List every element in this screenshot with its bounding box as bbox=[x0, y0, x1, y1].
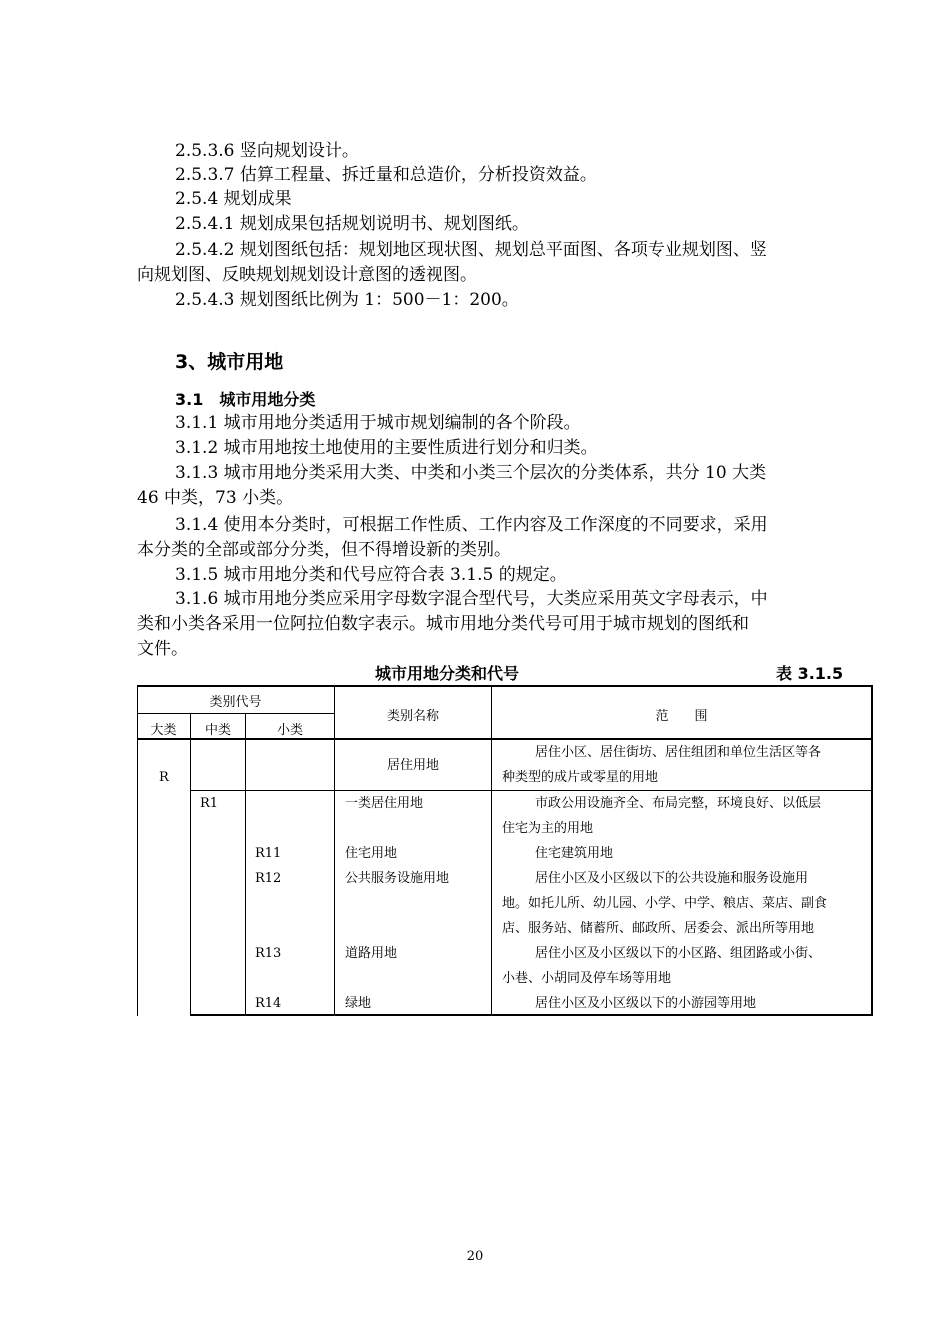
cell-r11-scope: 住宅建筑用地 bbox=[535, 846, 614, 861]
paragraph-2-5-4-3: 2.5.4.3 规划图纸比例为 1：500－1：200。 bbox=[175, 290, 519, 310]
table-caption: 城市用地分类和代号 bbox=[375, 664, 520, 683]
header-name: 类别名称 bbox=[386, 709, 439, 724]
col-line-name bbox=[334, 685, 335, 1016]
paragraph-2-5-3-6: 2.5.3.6 竖向规划设计。 bbox=[175, 141, 359, 161]
header-code: 类别代号 bbox=[209, 695, 262, 710]
cell-r-scope-2: 种类型的成片或零星的用地 bbox=[502, 770, 659, 785]
cell-r-major: R bbox=[159, 770, 169, 785]
col-line-medium bbox=[190, 713, 191, 1016]
cell-r13-minor: R13 bbox=[255, 946, 282, 961]
cell-r1-scope-2: 住宅为主的用地 bbox=[502, 821, 594, 836]
cell-r-scope-1: 居住小区、居住街坊、居住组团和单位生活区等各 bbox=[535, 745, 822, 760]
paragraph-3-1-6-cont2: 文件。 bbox=[137, 639, 188, 659]
paragraph-2-5-4-2: 2.5.4.2 规划图纸包括：规划地区现状图、规划总平面图、各项专业规划图、竖 bbox=[175, 240, 767, 260]
cell-r1-scope-1: 市政公用设施齐全、布局完整，环境良好、以低层 bbox=[535, 796, 822, 811]
paragraph-3-1-5: 3.1.5 城市用地分类和代号应符合表 3.1.5 的规定。 bbox=[175, 565, 567, 585]
subsection-title: 3.1 城市用地分类 bbox=[175, 390, 316, 409]
paragraph-3-1-1: 3.1.1 城市用地分类适用于城市规划编制的各个阶段。 bbox=[175, 413, 581, 433]
cell-r-name: 居住用地 bbox=[386, 758, 439, 773]
paragraph-3-1-3: 3.1.3 城市用地分类采用大类、中类和小类三个层次的分类体系，共分 10 大类 bbox=[175, 463, 767, 483]
cell-r12-scope-1: 居住小区及小区级以下的公共设施和服务设施用 bbox=[535, 871, 809, 886]
cell-r14-minor: R14 bbox=[255, 996, 282, 1011]
cell-r13-scope-1: 居住小区及小区级以下的小区路、组团路或小街、 bbox=[535, 946, 822, 961]
cell-r12-scope-2: 地。如托儿所、幼儿园、小学、中学、粮店、菜店、副食 bbox=[502, 896, 828, 911]
header-medium: 中类 bbox=[204, 723, 231, 738]
paragraph-3-1-4-cont: 本分类的全部或部分分类，但不得增设新的类别。 bbox=[137, 540, 511, 560]
table-bottom-border bbox=[190, 1014, 873, 1016]
table-number: 表 3.1.5 bbox=[776, 664, 844, 683]
header-major: 大类 bbox=[150, 723, 177, 738]
paragraph-3-1-3-cont: 46 中类，73 小类。 bbox=[137, 488, 294, 508]
cell-r11-name: 住宅用地 bbox=[345, 846, 398, 861]
cell-r12-minor: R12 bbox=[255, 871, 282, 886]
paragraph-2-5-4: 2.5.4 规划成果 bbox=[175, 189, 292, 209]
page-number: 20 bbox=[466, 1249, 484, 1264]
header-minor: 小类 bbox=[276, 723, 303, 738]
paragraph-3-1-6: 3.1.6 城市用地分类应采用字母数字混合型代号，大类应采用英文字母表示，中 bbox=[175, 589, 768, 609]
cell-r14-scope: 居住小区及小区级以下的小游园等用地 bbox=[535, 996, 757, 1011]
paragraph-2-5-3-7: 2.5.3.7 估算工程量、拆迁量和总造价，分析投资效益。 bbox=[175, 165, 597, 185]
land-use-table bbox=[137, 685, 873, 1016]
paragraph-3-1-6-cont: 类和小类各采用一位阿拉伯数字表示。城市用地分类代号可用于城市规划的图纸和 bbox=[137, 614, 749, 634]
paragraph-3-1-2: 3.1.2 城市用地按土地使用的主要性质进行划分和归类。 bbox=[175, 438, 598, 458]
cell-r12-name: 公共服务设施用地 bbox=[345, 871, 450, 886]
cell-r13-scope-2: 小巷、小胡同及停车场等用地 bbox=[502, 971, 672, 986]
paragraph-2-5-4-2-cont: 向规划图、反映规划规划设计意图的透视图。 bbox=[137, 265, 477, 285]
cell-r12-scope-3: 店、服务站、储蓄所、邮政所、居委会、派出所等用地 bbox=[502, 921, 815, 936]
header-scope: 范 围 bbox=[655, 709, 708, 724]
header-split-line bbox=[137, 713, 335, 714]
col-line-minor bbox=[245, 713, 246, 1016]
table-top-border bbox=[137, 685, 873, 687]
section-title: 3、城市用地 bbox=[175, 351, 284, 373]
paragraph-2-5-4-1: 2.5.4.1 规划成果包括规划说明书、规划图纸。 bbox=[175, 214, 529, 234]
paragraph-3-1-4: 3.1.4 使用本分类时，可根据工作性质、工作内容及工作深度的不同要求，采用 bbox=[175, 515, 768, 535]
cell-r1-medium: R1 bbox=[200, 796, 219, 811]
cell-r13-name: 道路用地 bbox=[345, 946, 398, 961]
table-right-border bbox=[871, 685, 873, 1016]
col-line-scope bbox=[491, 685, 492, 1016]
cell-r11-minor: R11 bbox=[255, 846, 282, 861]
cell-r1-name: 一类居住用地 bbox=[345, 796, 424, 811]
cell-r14-name: 绿地 bbox=[345, 996, 372, 1011]
